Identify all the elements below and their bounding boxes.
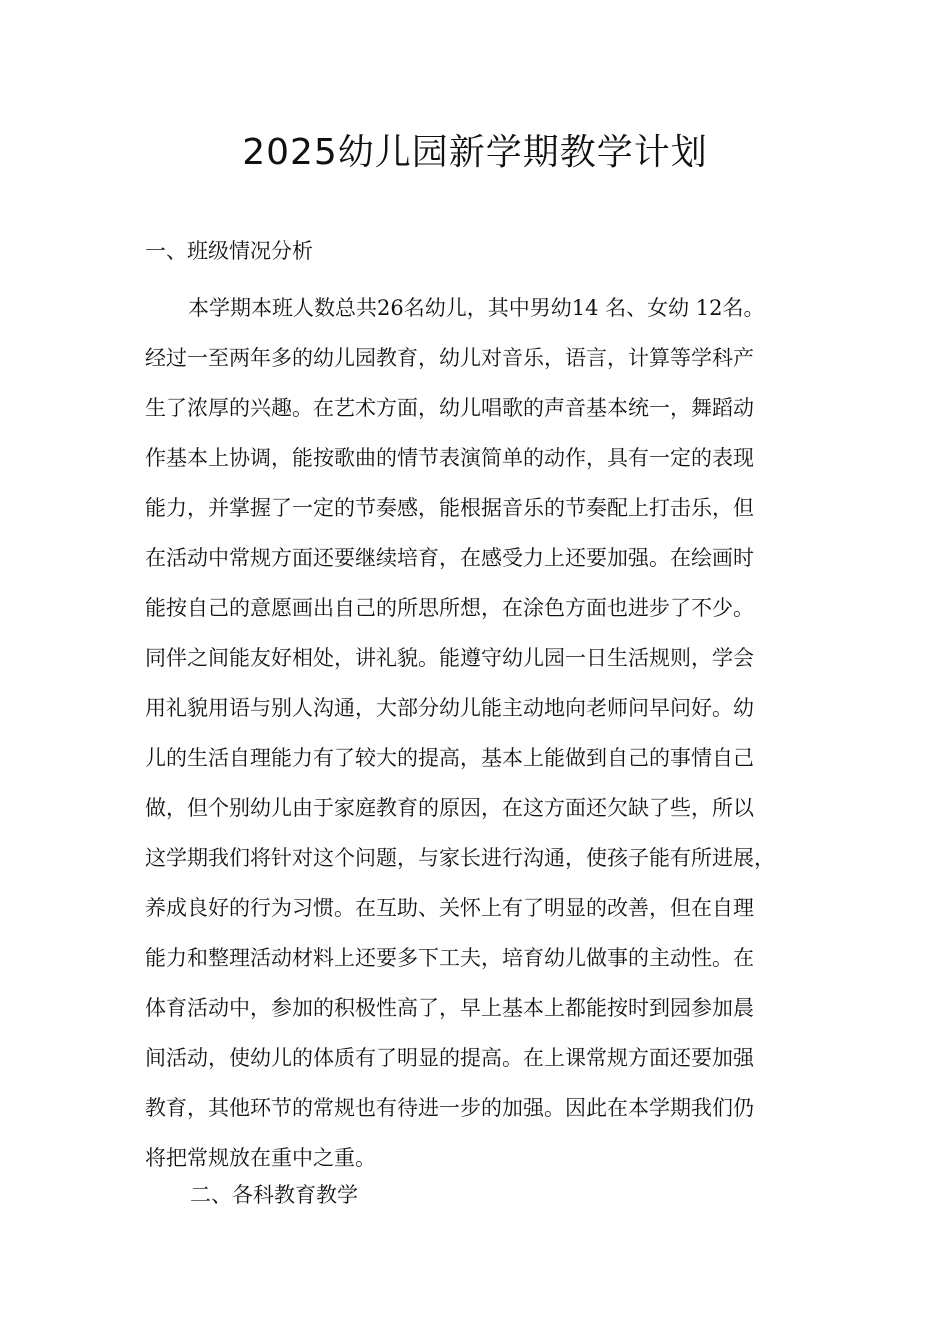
- document-title: 2025幼儿园新学期教学计划: [242, 132, 708, 173]
- paragraph-line: 儿的生活自理能力有了较大的提高，基本上能做到自己的事情自己: [145, 746, 754, 770]
- paragraph-line: 能力和整理活动材料上还要多下工夫，培育幼儿做事的主动性。在: [145, 946, 754, 970]
- paragraph-line: 能力，并掌握了一定的节奏感，能根据音乐的节奏配上打击乐，但: [145, 496, 754, 520]
- paragraph-line: 教育，其他环节的常规也有待进一步的加强。因此在本学期我们仍: [145, 1096, 754, 1120]
- paragraph-line: 将把常规放在重中之重。: [145, 1146, 376, 1170]
- paragraph-line: 本学期本班人数总共26名幼儿，其中男幼14 名、女幼 12名。: [188, 296, 765, 320]
- paragraph-line: 生了浓厚的兴趣。在艺术方面，幼儿唱歌的声音基本统一，舞蹈动: [145, 396, 754, 420]
- paragraph-line: 在活动中常规方面还要继续培育，在感受力上还要加强。在绘画时: [145, 546, 754, 570]
- paragraph-line: 经过一至两年多的幼儿园教育，幼儿对音乐，语言，计算等学科产: [145, 346, 754, 370]
- class-analysis-paragraph: [145, 283, 815, 1183]
- paragraph-line: 做，但个别幼儿由于家庭教育的原因，在这方面还欠缺了些，所以: [145, 796, 754, 820]
- paragraph-line: 养成良好的行为习惯。在互助、关怀上有了明显的改善，但在自理: [145, 896, 754, 920]
- paragraph-line: 用礼貌用语与别人沟通，大部分幼儿能主动地向老师问早问好。幼: [145, 696, 754, 720]
- paragraph-line: 能按自己的意愿画出自己的所思所想，在涂色方面也进步了不少。: [145, 596, 754, 620]
- paragraph-line: 同伴之间能友好相处，讲礼貌。能遵守幼儿园一日生活规则，学会: [145, 646, 754, 670]
- paragraph-line: 体育活动中，参加的积极性高了，早上基本上都能按时到园参加晨: [145, 996, 754, 1020]
- paragraph-line: 作基本上协调，能按歌曲的情节表演简单的动作，具有一定的表现: [145, 446, 754, 470]
- paragraph-line: 这学期我们将针对这个问题，与家长进行沟通，使孩子能有所进展，: [145, 846, 775, 870]
- section-heading-class-analysis: 一、班级情况分析: [145, 239, 313, 263]
- section-heading-subject-teaching: 二、各科教育教学: [190, 1183, 358, 1207]
- paragraph-line: 间活动，使幼儿的体质有了明显的提高。在上课常规方面还要加强: [145, 1046, 754, 1070]
